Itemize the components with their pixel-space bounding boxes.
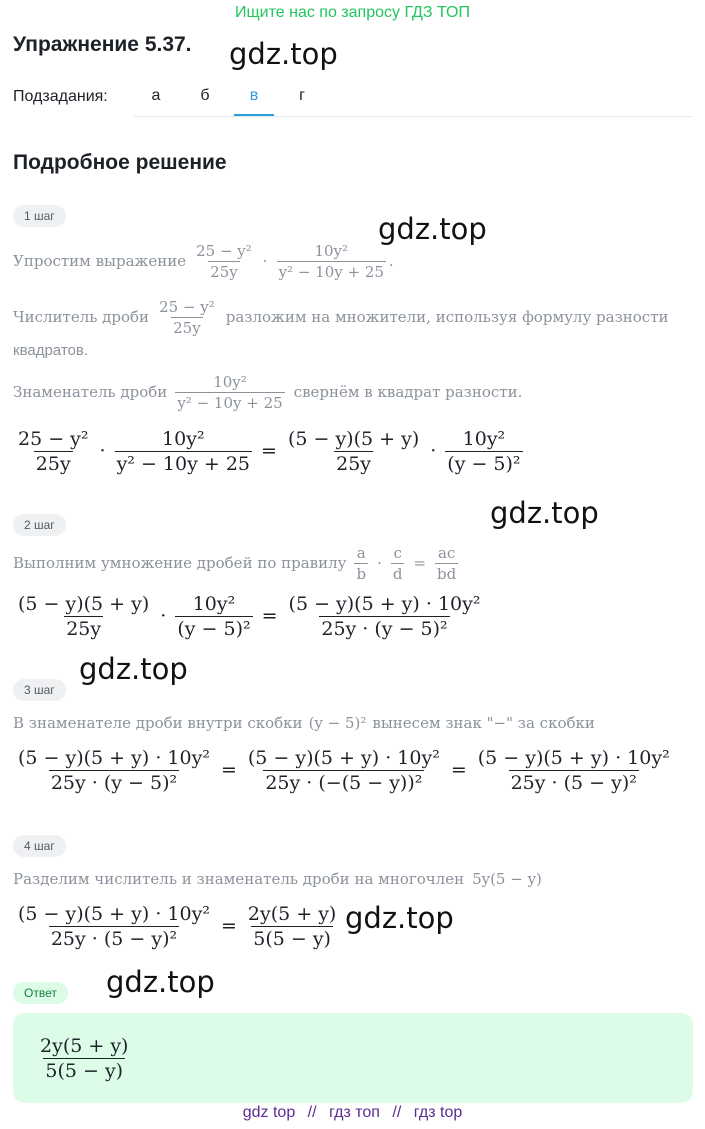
fraction: $\frac{ac}{bd}$ (437, 543, 457, 583)
fraction: $\frac{\text{10y²}}{\text{y² − 10y + 25}}$ (278, 241, 384, 281)
footer-separator: // (392, 1104, 402, 1121)
fraction: $\frac{\text{(5 − y)(5 + y) · 10y²}}{\text{25y · (5 − y)²}}$ (477, 746, 670, 794)
subtask-tabs (134, 78, 692, 117)
watermark: gdz.top (378, 212, 487, 246)
promo-banner: Ищите нас по запросу ГДЗ ТОП (235, 4, 470, 21)
step-badge: 1 шаг (13, 205, 66, 227)
fraction: $\frac{a}{b}$ (356, 543, 367, 583)
watermark: gdz.top (229, 37, 338, 71)
step1-text: квадратов. (13, 342, 88, 359)
step4-line1: Разделим числитель и знаменатель дроби на многочлен 5y(5 − y) (13, 870, 542, 888)
fraction: $\frac{c}{d}$ (392, 543, 403, 583)
step-badge: 4 шаг (13, 835, 66, 857)
fraction: $\frac{\text{25 − y²}}{25y}$ (18, 427, 89, 475)
step3-equation: $\frac{\text{(5 − y)(5 + y) · 10y²}}{\text{25y · (y − 5)²}}$ = $\frac{\text{(5 − y)(5 + y) · 10y²}}{\text{25y · (−(5 − y))²}}$ = $\frac{\text{(5 − y)(5 + y) · 10y²}}{\text{25y · (5 − y)²}}$ (18, 746, 670, 794)
fraction: $\frac{\text{(5 − y)(5 + y) · 10y²}}{\text{25y · (−(5 − y))²}}$ (247, 746, 440, 794)
fraction: $\frac{\text{(5 − y)(5 + y) · 10y²}}{\text{25y · (y − 5)²}}$ (288, 592, 481, 640)
step3-line1: В знаменателе дроби внутри скобки (y − 5)² вынесем знак "−" за скобки (13, 714, 595, 732)
step1-equation: $\frac{\text{25 − y²}}{25y}$ · $\frac{\text{10y²}}{\text{y² − 10y + 25}}$ = $\frac{(5 - y)(5 + y)}{25y}$ · $\frac{\text{10y²}}{\text{(y − 5)²}}$ (18, 427, 521, 475)
tab-v[interactable]: в (234, 78, 274, 115)
fraction: $\frac{(5 - y)(5 + y)}{25y}$ (18, 592, 150, 640)
answer-formula (35, 1025, 133, 1091)
tab-g[interactable]: г (299, 87, 305, 104)
section-title: Подробное решение (13, 151, 227, 174)
step1-line2: Числитель дроби $\frac{\text{25 − y²}}{25y}$ разложим на множители, используя формулу разности (13, 297, 669, 337)
exercise-title: Упражнение 5.37. (13, 33, 192, 56)
fraction: $\frac{\text{(5 − y)(5 + y) · 10y²}}{\text{25y · (y − 5)²}}$ (18, 746, 210, 794)
subtasks-label: Подзадания: (13, 88, 108, 105)
step1-line1: Упростим выражение $\frac{\text{25 − y²}}{25y}$ · $\frac{\text{10y²}}{\text{y² − 10y + 25}}$ . (13, 241, 394, 281)
fraction: $\frac{\text{10y²}}{\text{(y − 5)²}}$ (177, 592, 251, 640)
fraction: $\frac{\text{10y²}}{\text{y² − 10y + 25}}$ (177, 372, 283, 412)
step2-equation: $\frac{(5 - y)(5 + y)}{25y}$ · $\frac{\text{10y²}}{\text{(y − 5)²}}$ = $\frac{\text{(5 − y)(5 + y) · 10y²}}{\text{25y · (y − 5)²}}$ (18, 592, 481, 640)
fraction: $\frac{2y(5 + y)}{5(5 - y)}$ (40, 1034, 129, 1082)
fraction: $\frac{\text{25 − y²}}{25y}$ (196, 241, 252, 281)
tab-b[interactable]: б (200, 87, 210, 104)
step4-equation: $\frac{\text{(5 − y)(5 + y) · 10y²}}{\text{25y · (5 − y)²}}$ = $\frac{2y(5 + y)}{5(5 - y)}$ (18, 902, 337, 950)
footer-separator: // (307, 1104, 317, 1121)
watermark: gdz.top (345, 901, 454, 935)
footer-link[interactable]: гдз топ (329, 1104, 380, 1121)
step-badge: 2 шаг (13, 514, 66, 536)
fraction: $\frac{\text{10y²}}{\text{(y − 5)²}}$ (447, 427, 521, 475)
step1-text: Упростим выражение (13, 252, 187, 270)
step1-line3: Знаменатель дроби $\frac{\text{10y²}}{\text{y² − 10y + 25}}$ свернём в квадрат разности. (13, 372, 523, 412)
fraction: $\frac{\text{10y²}}{\text{y² − 10y + 25}}$ (116, 427, 251, 475)
step-badge: 3 шаг (13, 679, 66, 701)
step2-line1: Выполним умножение дробей по правилу $\frac{a}{b}$ · $\frac{c}{d}$ = $\frac{ac}{bd}$ (13, 543, 457, 583)
answer-box (13, 1013, 693, 1103)
tab-a[interactable]: а (151, 87, 161, 104)
watermark: gdz.top (79, 652, 188, 686)
footer-links (0, 1104, 705, 1122)
footer-link[interactable]: гдз top (413, 1104, 463, 1121)
fraction: $\frac{2y(5 + y)}{5(5 - y)}$ (247, 902, 337, 950)
fraction: $\frac{\text{25 − y²}}{25y}$ (159, 297, 215, 337)
watermark: gdz.top (490, 496, 599, 530)
fraction: $\frac{(5 - y)(5 + y)}{25y}$ (287, 427, 420, 475)
answer-badge: Ответ (13, 982, 68, 1004)
watermark: gdz.top (106, 965, 215, 999)
fraction: $\frac{\text{(5 − y)(5 + y) · 10y²}}{\text{25y · (5 − y)²}}$ (18, 902, 210, 950)
footer-link[interactable]: gdz top (242, 1104, 296, 1121)
